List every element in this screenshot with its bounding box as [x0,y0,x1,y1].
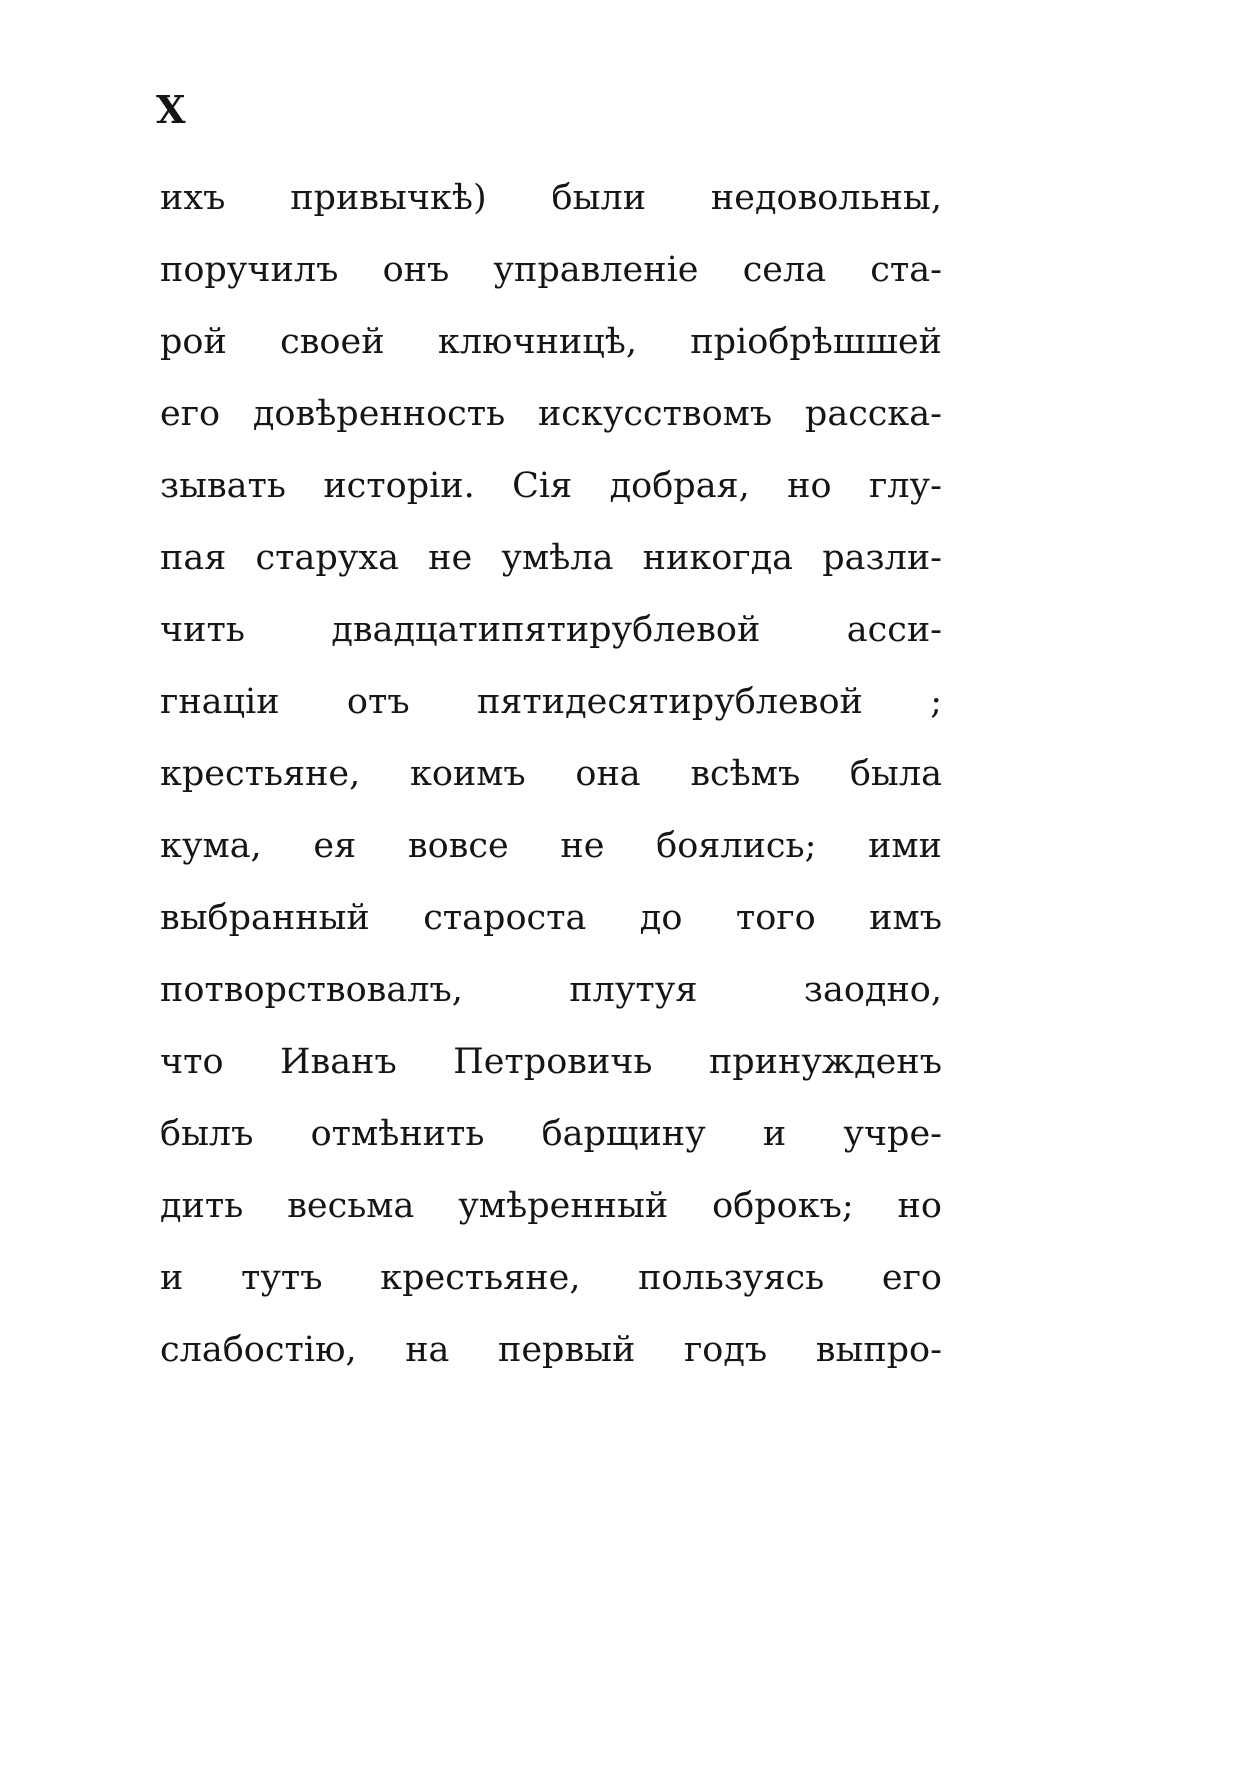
word: рой [160,322,227,362]
word: глу- [868,466,942,506]
word: принужденъ [708,1042,942,1082]
word: всѣмъ [690,754,801,794]
word: его [160,394,221,434]
word: но [897,1186,942,1226]
word: крестьяне, [160,754,361,794]
word: недовольны, [710,178,942,218]
text-line [160,162,942,234]
word: учре- [843,1114,942,1154]
word: годъ [683,1330,768,1370]
word: расска- [804,394,942,434]
word: не [560,826,605,866]
text-line [160,666,942,738]
word: но [787,466,832,506]
page-number: X [156,87,187,132]
word: двадцатипятирублевой [331,610,761,650]
word: не [428,538,473,578]
word: былъ [160,1114,254,1154]
word: крестьяне, [380,1258,581,1298]
text-line [160,234,942,306]
word: Петровичь [453,1042,653,1082]
word: разли- [822,538,942,578]
word: отмѣнить [310,1114,485,1154]
word: тутъ [240,1258,323,1298]
word: вовсе [407,826,509,866]
word: исторіи. [323,466,475,506]
word: того [735,898,816,938]
word: весьма [287,1186,415,1226]
word: асси- [846,610,942,650]
text-line [160,1026,942,1098]
word: отъ [346,682,410,722]
word: потворствовалъ, [160,970,463,1010]
word: ста- [870,250,942,290]
word: ключницѣ, [437,322,637,362]
word: пая [160,538,227,578]
text-line [160,378,942,450]
text-line [160,1314,942,1386]
word: была [849,754,942,794]
word: умѣла [501,538,614,578]
word: Сія [512,466,573,506]
word: и [160,1258,184,1298]
text-line [160,954,942,1026]
text-line [160,1242,942,1314]
word: боялись; [656,826,817,866]
word: оброкъ; [712,1186,854,1226]
word: пріобрѣшшей [690,322,942,362]
text-line [160,810,942,882]
word: кума, [160,826,262,866]
word: искусствомъ [537,394,773,434]
word: гнаціи [160,682,280,722]
word: добрая, [609,466,750,506]
word: своей [280,322,385,362]
word: ; [930,682,942,722]
word: плутуя [569,970,698,1010]
word: коимъ [409,754,526,794]
word: слабостію, [160,1330,357,1370]
word: Иванъ [280,1042,397,1082]
text-line [160,738,942,810]
word: она [575,754,641,794]
word: его [881,1258,942,1298]
word: выбранный [160,898,370,938]
text-line [160,594,942,666]
word: ихъ [160,178,226,218]
word: были [551,178,647,218]
word: никогда [642,538,794,578]
word: барщину [541,1114,706,1154]
word: до [639,898,683,938]
word: зывать [160,466,286,506]
word: довѣренность [252,394,506,434]
word: староста [423,898,587,938]
word: старуха [255,538,399,578]
text-line [160,450,942,522]
word: дить [160,1186,244,1226]
word: первый [498,1330,636,1370]
text-line [160,1098,942,1170]
word: привычкѣ) [290,178,487,218]
word: управленіе [493,250,699,290]
text-line [160,522,942,594]
word: ея [313,826,357,866]
word: что [160,1042,224,1082]
text-line [160,882,942,954]
word: чить [160,610,245,650]
word: ими [868,826,942,866]
word: пользуясь [638,1258,825,1298]
word: имъ [869,898,942,938]
word: умѣренный [458,1186,669,1226]
word: поручилъ [160,250,339,290]
word: онъ [382,250,450,290]
word: села [742,250,827,290]
word: выпро- [815,1330,942,1370]
body-text [160,162,942,1386]
word: на [405,1330,450,1370]
word: и [762,1114,787,1154]
text-line [160,306,942,378]
word: заодно, [803,970,942,1010]
word: пятидесятирублевой [476,682,863,722]
text-line [160,1170,942,1242]
